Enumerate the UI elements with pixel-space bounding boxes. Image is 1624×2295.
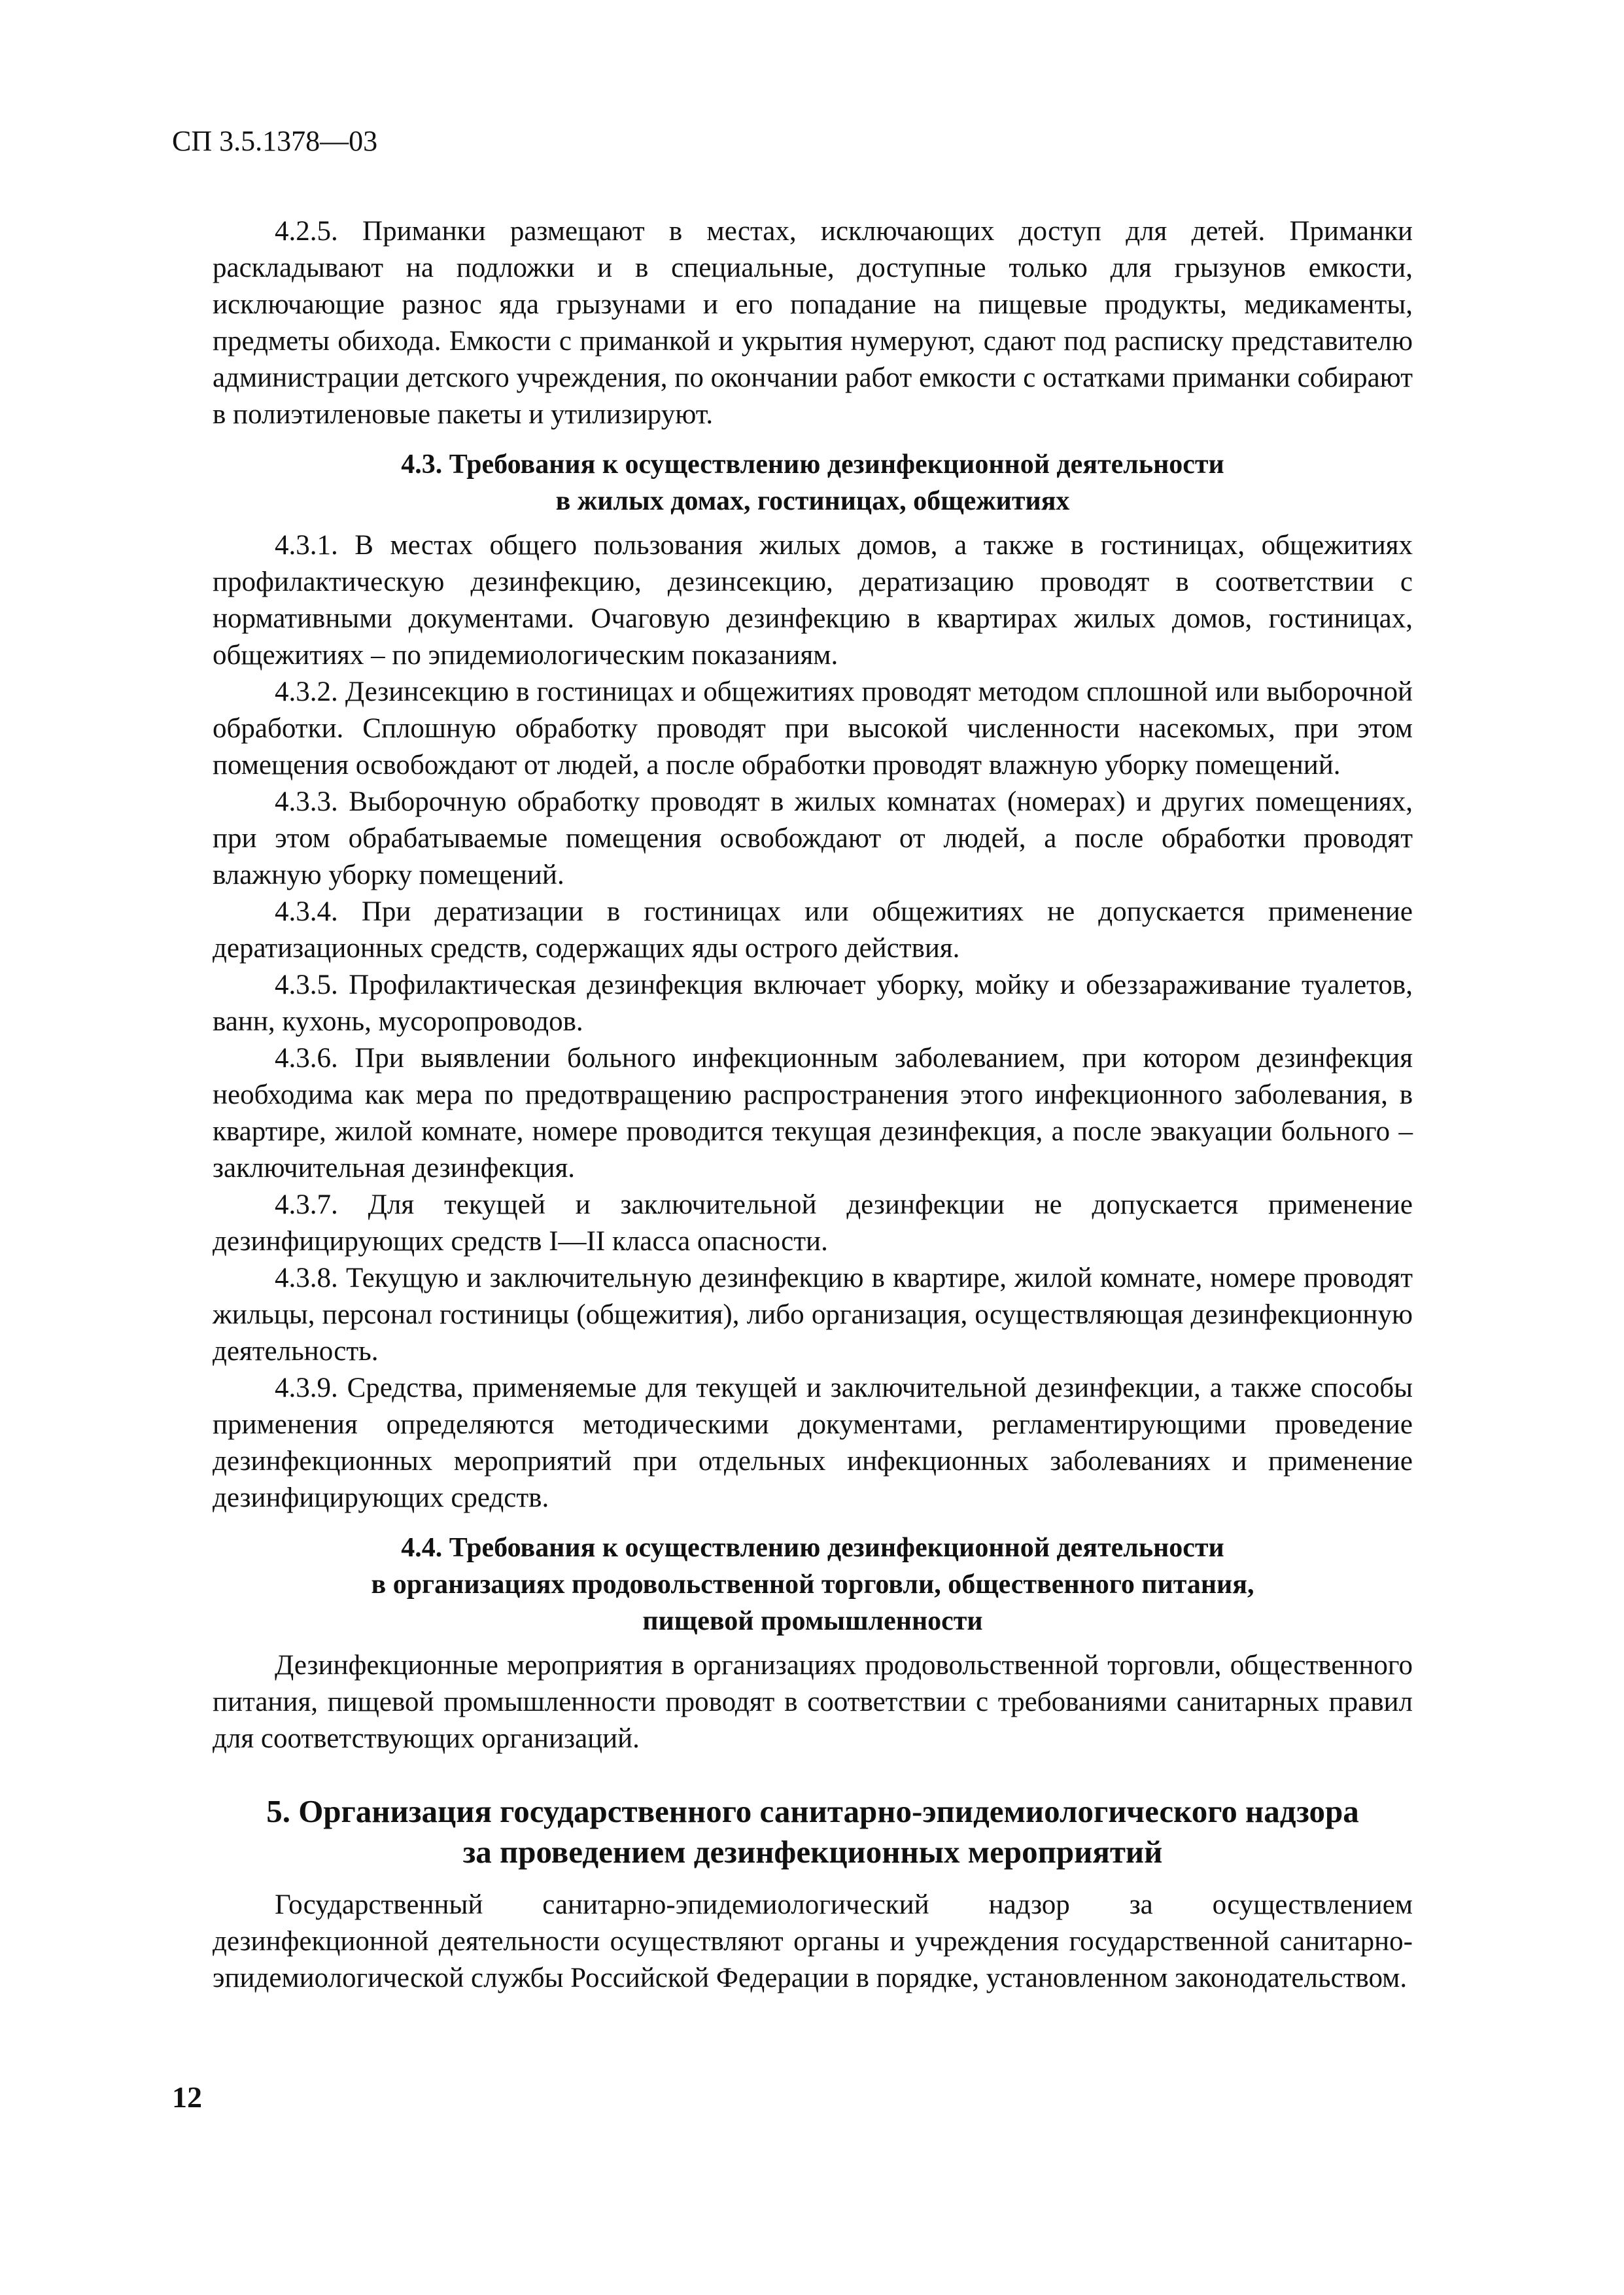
section-5-heading-line2: за проведением дезинфекционных мероприятий [462, 1834, 1163, 1870]
paragraph-4-3-9: 4.3.9. Средства, применяемые для текущей и заключительной дезинфекции, а также способы применения определяются методическими документами, регламентирующими проведение дезинфекционных мероприятий при отдельных инфекционных заболеваниях и применение дезинфицирующих средств. [213, 1373, 1413, 1513]
section-4-4-heading [213, 1530, 1413, 1639]
section-4-4-heading-line1: 4.4. Требования к осуществлению дезинфекционной деятельности [401, 1533, 1224, 1563]
section-4-3-heading [213, 446, 1413, 519]
section-4-3-heading-line1: 4.3. Требования к осуществлению дезинфекционной деятельности [401, 449, 1224, 480]
paragraph-4-3-8: 4.3.8. Текущую и заключительную дезинфекцию в квартире, жилой комнате, номере проводят жильцы, персонал гостиницы (общежития), либо организация, осуществляющая дезинфекционную деятельность. [213, 1263, 1413, 1367]
section-5-heading [213, 1791, 1413, 1872]
paragraph-4-3-7: 4.3.7. Для текущей и заключительной дезинфекции не допускается применение дезинфицирующих средств I—II класса опасности. [213, 1189, 1413, 1257]
paragraph-4-4: Дезинфекционные мероприятия в организациях продовольственной торговли, общественного питания, пищевой промышленности проводят в соответствии с требованиями санитарных правил для соответствующих организаций. [213, 1650, 1413, 1754]
page-number: 12 [172, 2080, 202, 2114]
paragraph-4-3-1: 4.3.1. В местах общего пользования жилых домов, а также в гостиницах, общежитиях профилактическую дезинфекцию, дезинсекцию, дератизацию проводят в соответствии с нормативными документами. Очаговую дезинфекцию в квартирах жилых домов, гостиницах, общежитиях – по эпидемиологическим показаниям. [213, 530, 1413, 671]
paragraph-4-3-2: 4.3.2. Дезинсекцию в гостиницах и общежитиях проводят методом сплошной или выборочной обработки. Сплошную обработку проводят при высокой численности насекомых, при этом помещения освобождают от людей, а после обработки проводят влажную уборку помещений. [213, 676, 1413, 780]
paragraph-4-3-4: 4.3.4. При дератизации в гостиницах или общежитиях не допускается применение дератизационных средств, содержащих яды острого действия. [213, 896, 1413, 964]
paragraph-4-3-6: 4.3.6. При выявлении больного инфекционным заболеванием, при котором дезинфекция необходима как мера по предотвращению распространения этого инфекционного заболевания, в квартире, жилой комнате, номере проводится текущая дезинфекция, а после эвакуации больного – заключительная дезинфекция. [213, 1043, 1413, 1183]
section-4-3-heading-line2: в жилых домах, гостиницах, общежитиях [555, 486, 1070, 516]
paragraph-4-2-5: 4.2.5. Приманки размещают в местах, исключающих доступ для детей. Приманки раскладывают на подложки и в специальные, доступные только для грызунов емкости, исключающие разнос яда грызунами и его попадание на пищевые продукты, медикаменты, предметы обихода. Емкости с приманкой и укрытия нумеруют, сдают под расписку представителю администрации детского учреждения, по окончании работ емкости с остатками приманки собирают в полиэтиленовые пакеты и утилизируют. [213, 216, 1413, 430]
section-5-heading-line1: 5. Организация государственного санитарно-эпидемиологического надзора [266, 1793, 1359, 1829]
paragraph-4-3-5: 4.3.5. Профилактическая дезинфекция включает уборку, мойку и обеззараживание туалетов, ванн, кухонь, мусоропроводов. [213, 970, 1413, 1037]
document-body [213, 213, 1413, 1997]
paragraph-5: Государственный санитарно-эпидемиологический надзор за осуществлением дезинфекционной деятельности осуществляют органы и учреждения государственной санитарно-эпидемиологической службы Российской Федерации в порядке, установленном законодательством. [213, 1889, 1413, 1993]
paragraph-4-3-3: 4.3.3. Выборочную обработку проводят в жилых комнатах (номерах) и других помещениях, при этом обрабатываемые помещения освобождают от людей, а после обработки проводят влажную уборку помещений. [213, 786, 1413, 890]
section-4-4-heading-line2: в организациях продовольственной торговли, общественного питания, [371, 1569, 1254, 1600]
document-header: СП 3.5.1378—03 [172, 125, 378, 157]
section-4-4-heading-line3: пищевой промышленности [642, 1606, 983, 1636]
